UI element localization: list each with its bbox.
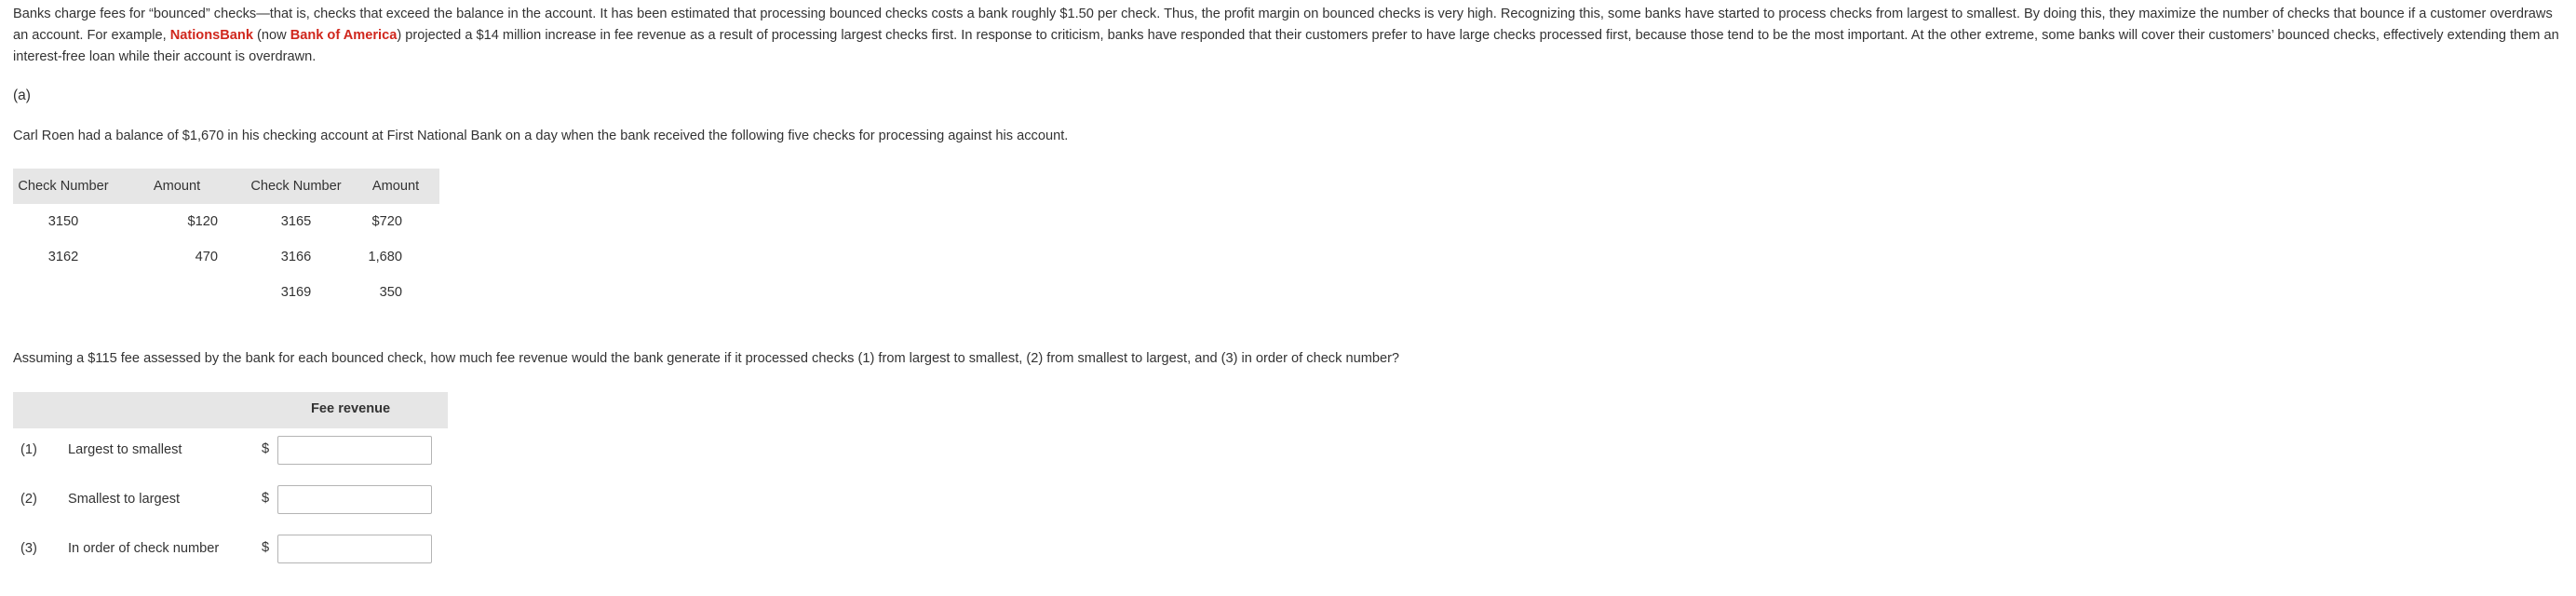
row-label: Smallest to largest xyxy=(68,492,181,507)
table-cell: $120 xyxy=(187,214,218,229)
fee-table-header xyxy=(13,392,448,428)
fee-revenue-table xyxy=(13,392,448,576)
checks-table-header xyxy=(13,169,439,204)
col-header-check-number-2: Check Number xyxy=(240,169,352,204)
part-label: (a) xyxy=(13,88,31,103)
intro-text-b: (now xyxy=(252,28,290,43)
currency-symbol: $ xyxy=(262,441,270,456)
table-cell: 470 xyxy=(195,250,218,264)
fee-row-largest-to-smallest xyxy=(13,428,448,478)
col-header-amount-1: Amount xyxy=(114,169,240,204)
table-row xyxy=(13,239,439,275)
question-text: Assuming a $115 fee assessed by the bank for each bounced check, how much fee revenue would the bank generate if it processed checks (1) from largest to smallest, (2) from smallest to largest, and (3) in order of check number? xyxy=(13,351,1400,366)
fee-input-check-number-order[interactable] xyxy=(277,535,432,563)
intro-text-a: Banks charge fees for “bounced” checks—that is, checks that exceed the balance in the account. It has been estimated that processing bounced checks costs a bank roughly $1.50 per check. Thus, the profit margin on bounced checks is very high. Recognizing this, some banks have started to process checks from largest to smallest. By doing this, they maximize the number of checks that bounce if a customer overdraws an account. For example, xyxy=(13,7,2553,43)
table-cell xyxy=(13,275,114,310)
table-cell xyxy=(114,275,240,310)
table-cell: 1,680 xyxy=(368,250,402,264)
row-label: Largest to smallest xyxy=(68,442,182,457)
intro-text-c: ) projected a $14 million increase in fee revenue as a result of processing largest checks first. In response to criticism, banks have responded that their customers prefer to have large checks processed first, because those tend to be the most important. At the other extreme, some banks will cover their customers’ bounced checks, effectively extending them an interest-free loan while their account is overdrawn. xyxy=(13,28,2559,64)
table-cell: 3165 xyxy=(280,214,312,229)
col-header-amount-2: Amount xyxy=(352,169,439,204)
table-cell: 350 xyxy=(379,285,402,300)
bank-of-america-link[interactable]: Bank of America xyxy=(290,28,398,43)
table-cell: 3150 xyxy=(47,214,79,229)
row-number: (2) xyxy=(20,492,37,507)
fee-revenue-column-title: Fee revenue xyxy=(311,401,391,416)
intro-paragraph xyxy=(13,4,2564,68)
row-number: (3) xyxy=(20,541,37,556)
scenario-text: Carl Roen had a balance of $1,670 in his checking account at First National Bank on a day when the bank received the following five checks for processing against his account. xyxy=(13,129,1069,143)
table-cell: 3166 xyxy=(280,250,312,264)
col-header-check-number-1: Check Number xyxy=(13,169,114,204)
table-cell: $720 xyxy=(371,214,402,229)
fee-row-smallest-to-largest xyxy=(13,478,448,527)
currency-symbol: $ xyxy=(262,491,270,506)
fee-row-check-number-order xyxy=(13,527,448,576)
fee-input-smallest-to-largest[interactable] xyxy=(277,485,432,514)
fee-input-largest-to-smallest[interactable] xyxy=(277,436,432,465)
table-row xyxy=(13,204,439,239)
nationsbank-link[interactable]: NationsBank xyxy=(169,28,253,43)
table-cell: 3169 xyxy=(280,285,312,300)
row-label: In order of check number xyxy=(68,541,220,556)
currency-symbol: $ xyxy=(262,540,270,555)
checks-table xyxy=(13,169,439,310)
row-number: (1) xyxy=(20,442,37,457)
table-cell: 3162 xyxy=(47,250,79,264)
table-row xyxy=(13,275,439,310)
